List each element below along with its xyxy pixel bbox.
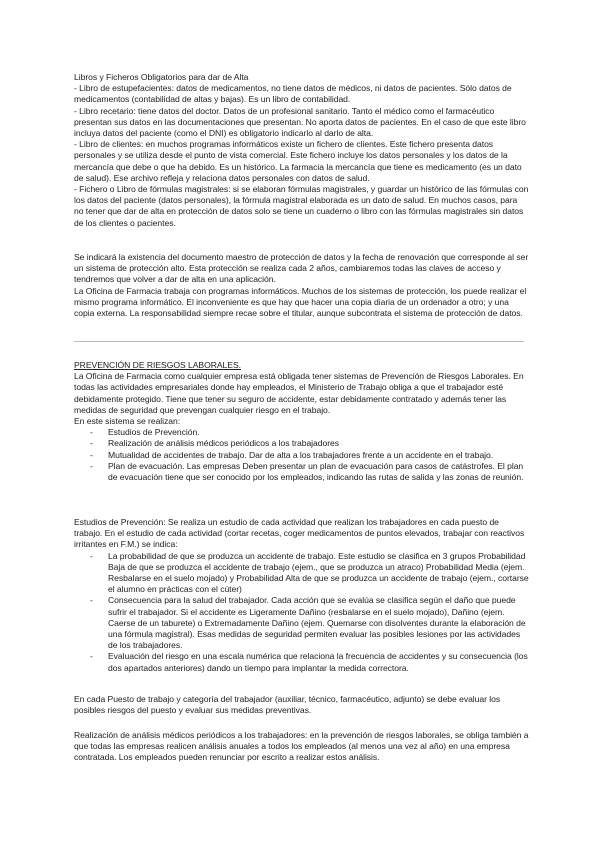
section-proteccion [74,252,529,319]
paragraph-documento-maestro: Se indicará la existencia del documento maestro de protección de datos y la fecha de renovación que corresponde al ser un sistema de protección alto. Esta protección se realiza cada 2 años, cambiaremos todas las claves de acceso y tendremos que volver a dar de alta en una aplicación. [74,252,529,285]
section-prevencion [74,360,529,483]
item-clientes: - Libro de clientes: en muchos programas informáticos existe un fichero de clientes. Este fichero presenta datos personales y se utiliza desde el punto de vista comercial. Este fichero incluye los datos personales y los datos de la mercancía que debe o que ha debido. Es un histórico. La farmacia la mercancía que tiene es medicamento (es un dato de salud). Ese archivo refleja y relaciona datos personales con datos de salud. [74,139,522,183]
list-item: - Realización de análisis médicos periódicos a los trabajadores [74,438,529,449]
paragraph-puesto [74,694,529,716]
list-item: - Evaluación del riesgo en una escala numérica que relaciona la frecuencia de accidentes y su consecuencia (los dos apartados anteriores) dando un tiempo para implantar la medida correctora. [74,651,529,673]
item-formulas: - Fichero o Libro de fórmulas magistrales: si se elaboran fórmulas magistrales, y guardar un histórico de las fórmulas con los datos del paciente (datos personales), la fórmula magistral elaborada es un dato de salud. En muchos casos, para no tener que dar de alta en protección de datos solo se tiene un cuaderno o libro con las fórmulas magistrales sin datos de los clientes o pacientes. [74,184,529,228]
list-item: - La probabilidad de que se produzca un accidente de trabajo. Este estudio se clasifica en 3 grupos Probabilidad Baja de que se produzca el accidente de trabajo (ejem., que se produzca un atraco) Probabilidad Media (ejem. Resbalarse en el suelo mojado) y Probabilidad Alta de que se produzca un accidente de trabajo (ejem., cortarse el alumno en prácticas con el cúter) [74,551,529,596]
list-item: - Estudios de Prevención. [74,427,529,438]
paragraph-puesto-text: En cada Puesto de trabajo y categoría del trabajador (auxiliar, técnico, farmacéutico, adjunto) se debe evaluar los posibles riesgos del puesto y evaluar sus medidas preventivas. [74,694,501,716]
paragraph-sistema-intro: En este sistema se realizan: [74,416,181,427]
section-title-libros: Libros y Ficheros Obligatorios para dar de Alta [74,72,249,82]
divider [74,341,524,342]
list-estudios [74,551,529,674]
list-item: - Mutualidad de accidentes de trabajo. Dar de alta a los trabajadores frente a un accidente en el trabajo. [74,450,529,461]
paragraph-oficina-programas: La Oficina de Farmacia trabaja con programas informáticos. Muchos de los sistemas de protección, los puede realizar el mismo programa informático. El inconveniente es que hay que hacer una copia diaria de un ordenador a otro; y una copia externa. La responsabilidad siempre recae sobre el titular, aunque subcontrata el sistema de protección de datos. [74,285,527,319]
list-sistema [74,427,529,483]
section-estudios [74,517,529,674]
item-recetario: - Libro recetario: tiene datos del doctor. Datos de un profesional sanitario. Tanto el médico como el farmacéutico presentan sus datos en las documentaciones que presentan. No aporta datos de pacientes. En el caso de que este libro incluya datos del paciente (como el DNI) es obligatorio indicarlo al darlo de alta. [74,105,526,139]
paragraph-analisis-text: Realización de análisis médicos periódicos a los trabajadores: en la prevención de riesgos laborales, se obliga también a que todas las empresas realicen análisis anuales a todos los empleados (al menos una vez al año) en una empresa contratada. Los empleados pueden renunciar por escrito a realizar estos análisis. [74,730,529,763]
paragraph-estudios-intro: Estudios de Prevención: Se realiza un estudio de cada actividad que realizan los trabajadores en cada puesto de trabajo. En el estudio de cada actividad (cortar recetas, coger medicamentos de puntos elevados, trabajar con reactivos irritantes en F.M.) se indica: [74,517,525,550]
list-item: - Consecuencia para la salud del trabajador. Cada acción que se evalúa se clasifica según el daño que puede sufrir el trabajador. Si el accidente es Ligeramente Dañino (resbalarse en el suelo mojado), Dañino (ejem. Caerse de un taburete) o Extremadamente Dañino (ejem. Quemarse con disolventes durante la elaboración de una fórmula magistral). Esas medidas de seguridad permiten evaluar las posibles lesiones por las actividades de los trabajadores. [74,595,529,651]
section-libros [74,72,529,229]
section-title-prevencion: PREVENCIÓN DE RIESGOS LABORALES. [74,360,241,370]
paragraph-analisis [74,730,529,764]
list-item: - Plan de evacuación. Las empresas Deben presentar un plan de evacuación para casos de catástrofes. El plan de evacuación tiene que ser conocido por los empleados, indicando las rutas de salida y las zonas de reunión. [74,461,529,483]
paragraph-prevencion-intro: La Oficina de Farmacia como cualquier empresa está obligada tener sistemas de Prevención de Riesgos Laborales. En todas las actividades empresariales donde hay empleados, el Ministerio de Trabajo obliga a que el trabajador esté debidamente protegido. Tiene que tener su seguro de accidente, estar debidamente contratado y además tener las medidas de seguridad que prevengan cualquier riesgo en el trabajo. [74,371,524,415]
item-estupefacientes: - Libro de estupefacientes: datos de medicamentos, no tiene datos de médicos, ni datos de pacientes. Sólo datos de medicamentos (contabilidad de altas y bajas). Es un libro de contabilidad. [74,83,512,105]
